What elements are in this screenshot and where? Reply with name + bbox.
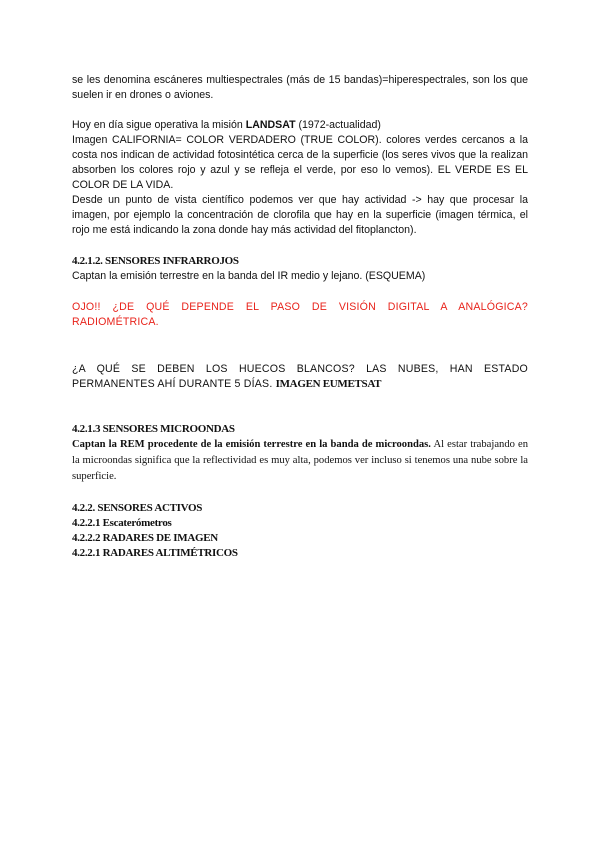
heading-microondas: 4.2.1.3 SENSORES MICROONDAS (72, 423, 235, 435)
cientifico-paragraph: Desde un punto de vista científico podemos ver que hay actividad -> hay que procesar la imagen, por ejemplo la concentración de clorofila que hay en la superficie (imagen térmica, el rojo me está indicando la zona donde hay más actividad del fitoplancton). (72, 194, 528, 236)
infrarrojos-paragraph: Captan la emisión terrestre en la banda del IR medio y lejano. (ESQUEMA) (72, 270, 426, 282)
document-body (72, 73, 528, 561)
huecos-paragraph (72, 362, 528, 392)
heading-radares-altimetricos: 4.2.2.1 RADARES ALTIMÉTRICOS (72, 547, 238, 559)
microondas-paragraph (72, 437, 528, 485)
microondas-lead: Captan la REM procedente de la emisión terrestre en la banda de microondas. (72, 439, 431, 450)
huecos-text: ¿A QUÉ SE DEBEN LOS HUECOS BLANCOS? LAS NUBES, HAN ESTADO PERMANENTES AHÍ DURANTE 5 DÍAS. (72, 363, 528, 390)
landsat-bold: LANDSAT (245, 119, 296, 131)
heading-radares-imagen: 4.2.2.2 RADARES DE IMAGEN (72, 532, 218, 544)
intro-paragraph: se les denomina escáneres multiespectrales (más de 15 bandas)=hiperespectrales, son los que suelen ir en drones o aviones. (72, 74, 528, 101)
microondas-rest: Al estar trabajando en la microondas significa que la reflectividad es muy alta, podemos ver incluso si tenemos una nube sobre la superficie. (72, 439, 528, 482)
landsat-pre: Hoy en día sigue operativa la misión (72, 119, 246, 131)
huecos-bold: IMAGEN EUMETSAT (275, 378, 382, 390)
landsat-line (72, 118, 528, 133)
heading-activos: 4.2.2. SENSORES ACTIVOS (72, 502, 203, 514)
landsat-post: (1972-actualidad) (295, 119, 381, 131)
california-paragraph: Imagen CALIFORNIA= COLOR VERDADERO (TRUE COLOR). colores verdes cercanos a la costa nos indican de actividad fotosintética cerca de la superficie (los seres vivos que la realizan absorben los colores rojo y azul y se refleja el verde, por eso lo vemos). EL VERDE ES EL COLOR DE LA VIDA. (72, 134, 528, 191)
heading-escaterometros: 4.2.2.1 Escaterómetros (72, 517, 172, 529)
ojo-question: OJO!! ¿DE QUÉ DEPENDE EL PASO DE VISIÓN DIGITAL A ANALÓGICA? RADIOMÉTRICA. (72, 301, 528, 328)
heading-infrarrojos: 4.2.1.2. SENSORES INFRARROJOS (72, 255, 239, 267)
